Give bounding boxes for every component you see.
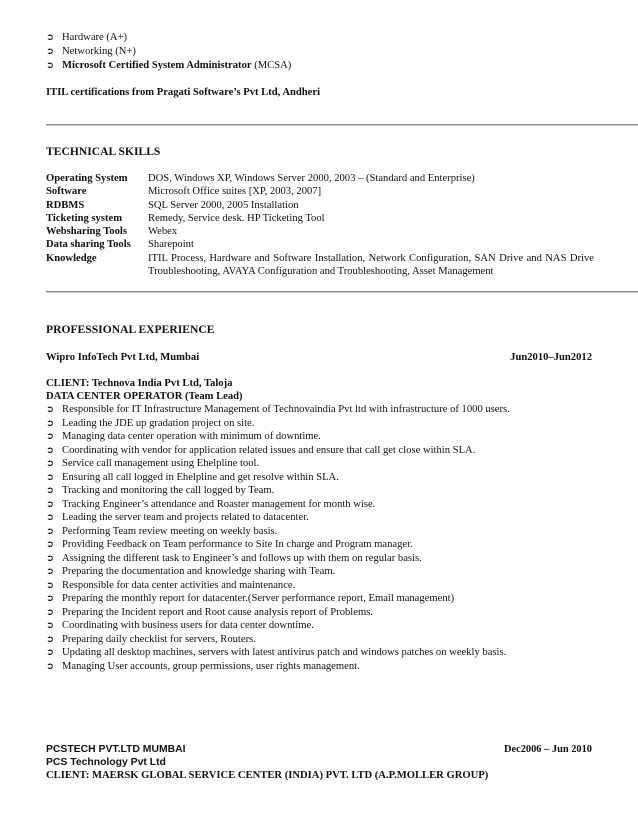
skill-row: RDBMS SQL Server 2000, 2005 Installation — [46, 199, 299, 211]
job2-company: PCSTECH PVT.LTD MUMBAI — [46, 744, 186, 755]
list-item: ➲ Preparing the documentation and knowledge sharing with Team. — [46, 566, 336, 577]
arrow-bullet-icon: ➲ — [46, 525, 54, 537]
skill-row: Data sharing Tools Sharepoint — [46, 239, 194, 251]
list-item: ➲ Preparing the monthly report for datacenter.(Server performance report, Email management) — [46, 593, 455, 604]
skill-row: Knowledge ITIL Process, Hardware and Software Installation, Network Configuration, SAN Drive and NAS Drive Troubleshooting, AVAYA Configuration and Troubleshooting, Asset Management — [46, 252, 594, 278]
arrow-bullet-icon: ➲ — [46, 512, 54, 523]
arrow-bullet-icon: ➲ — [46, 566, 54, 577]
arrow-bullet-icon: ➲ — [46, 485, 54, 496]
arrow-bullet-icon: ➲ — [46, 552, 54, 564]
arrow-bullet-icon: ➲ — [46, 32, 54, 43]
list-item: ➲ Providing Feedback on Team performance to Site In charge and Program manager. — [46, 539, 413, 550]
skill-row: Software Microsoft Office suites [XP, 2003, 2007] — [46, 186, 322, 198]
arrow-bullet-icon: ➲ — [46, 431, 54, 442]
arrow-bullet-icon: ➲ — [46, 593, 54, 604]
technical-skills-heading: TECHNICAL SKILLS — [46, 145, 161, 158]
section-divider — [46, 291, 638, 293]
list-item: ➲ Service call management using Ehelpline tool. — [46, 458, 260, 469]
job1-responsibilities — [46, 403, 598, 673]
arrow-bullet-icon: ➲ — [46, 647, 54, 658]
job1-role: DATA CENTER OPERATOR (Team Lead) — [46, 391, 243, 402]
skill-row: Operating System DOS, Windows XP, Windows Server 2000, 2003 – (Standard and Enterprise) — [46, 173, 475, 184]
list-item: ➲ Preparing the Incident report and Root cause analysis report of Problems. — [46, 606, 373, 618]
arrow-bullet-icon: ➲ — [46, 46, 54, 57]
skill-row: Ticketing system Remedy, Service desk. HP Ticketing Tool — [46, 212, 325, 224]
list-item: ➲ Managing data center operation with minimum of downtime. — [46, 431, 321, 442]
list-item: ➲ Coordinating with business users for data center downtime. — [46, 620, 314, 631]
list-item: ➲ Assigning the different task to Engineer’s and follows up with them on regular basis. — [46, 552, 422, 564]
job2-company-name: PCS Technology Pvt Ltd — [46, 757, 166, 768]
list-item: ➲ Updating all desktop machines, servers with latest antivirus patch and windows patches on weekly basis. — [46, 647, 507, 658]
arrow-bullet-icon: ➲ — [46, 458, 54, 469]
job2-client: CLIENT: MAERSK GLOBAL SERVICE CENTER (INDIA) PVT. LTD (A.P.MOLLER GROUP) — [46, 770, 489, 781]
job2-header — [46, 743, 592, 757]
arrow-bullet-icon: ➲ — [46, 417, 54, 429]
arrow-bullet-icon: ➲ — [46, 606, 54, 618]
responsibility-list — [46, 403, 598, 673]
job1-header — [46, 351, 592, 365]
list-item: ➲ Responsible for data center activities and maintenance. — [46, 579, 296, 591]
arrow-bullet-icon: ➲ — [46, 404, 54, 415]
arrow-bullet-icon: ➲ — [46, 498, 54, 510]
technical-skills-table — [46, 172, 594, 278]
professional-experience-heading: PROFESSIONAL EXPERIENCE — [46, 323, 215, 336]
cert-bullet-mcsa: ➲ Microsoft Certified System Administrator (MCSA) — [46, 60, 292, 71]
job1-company: Wipro InfoTech Pvt Ltd, Mumbai — [46, 352, 200, 363]
list-item: ➲ Performing Team review meeting on weekly basis. — [46, 525, 278, 537]
arrow-bullet-icon: ➲ — [46, 60, 54, 71]
job1-client: CLIENT: Technova India Pvt Ltd, Taloja — [46, 378, 233, 389]
arrow-bullet-icon: ➲ — [46, 660, 54, 672]
job1-dates: Jun2010–Jun2012 — [510, 352, 592, 363]
list-item: ➲ Coordinating with vendor for application related issues and ensure that call get close within SLA. — [46, 444, 476, 456]
skill-row: Websharing Tools Webex — [46, 226, 178, 238]
itil-line: ITIL certifications from Pragati Software’s Pvt Ltd, Andheri — [46, 87, 321, 98]
list-item: ➲ Ensuring all call logged in Ehelpline and get resolve within SLA. — [46, 471, 339, 483]
list-item: ➲ Leading the JDE up gradation project on site. — [46, 417, 255, 429]
arrow-bullet-icon: ➲ — [46, 444, 54, 456]
arrow-bullet-icon: ➲ — [46, 539, 54, 550]
cert-bullet-networking: ➲ Networking (N+) — [46, 46, 136, 57]
list-item: ➲ Preparing daily checklist for servers, Routers. — [46, 633, 256, 645]
job2-dates: Dec2006 – Jun 2010 — [503, 744, 592, 755]
section-divider — [46, 124, 638, 126]
list-item: ➲ Tracking Engineer’s attendance and Roaster management for month wise. — [46, 498, 376, 510]
arrow-bullet-icon: ➲ — [46, 633, 54, 645]
cert-bullet-hardware: ➲ Hardware (A+) — [46, 32, 128, 43]
list-item: ➲ Tracking and monitoring the call logged by Team. — [46, 485, 275, 496]
arrow-bullet-icon: ➲ — [46, 471, 54, 483]
list-item: ➲ Responsible for IT Infrastructure Management of Technovaindia Pvt ltd with infrastructure of 1000 users. — [46, 404, 510, 415]
list-item: ➲ Managing User accounts, group permissions, user rights management. — [46, 660, 360, 672]
arrow-bullet-icon: ➲ — [46, 620, 54, 631]
arrow-bullet-icon: ➲ — [46, 579, 54, 591]
list-item: ➲ Leading the server team and projects related to datacenter. — [46, 512, 309, 523]
